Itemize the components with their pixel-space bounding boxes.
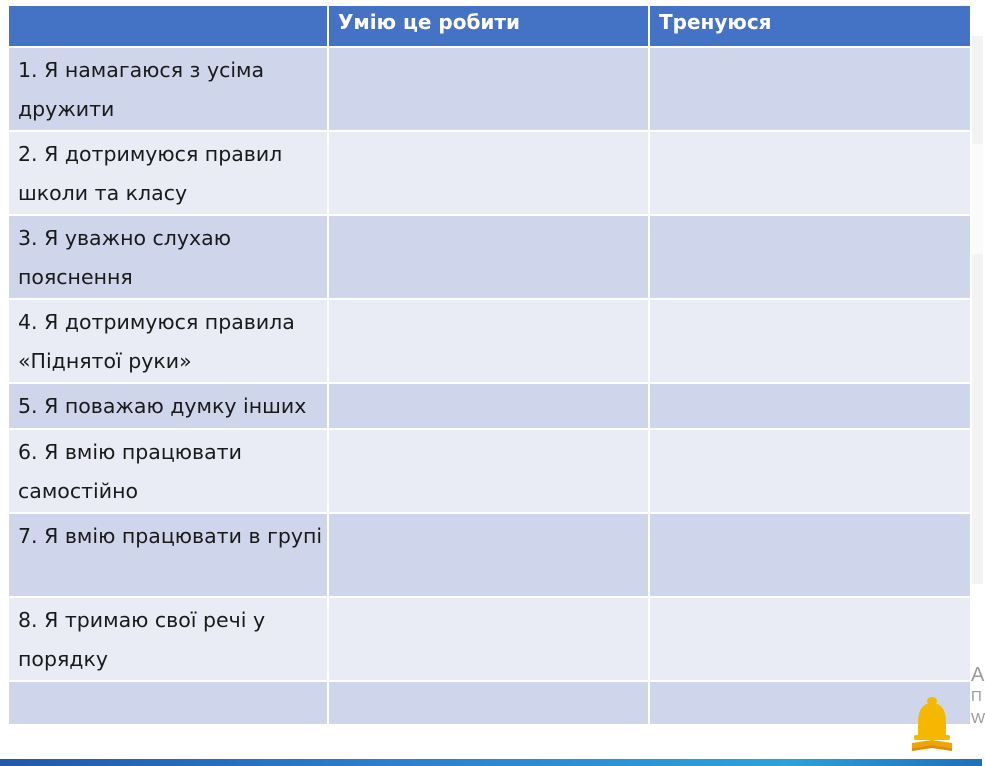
cell-can-do[interactable] [328, 597, 649, 681]
cell-practicing[interactable] [649, 215, 971, 299]
cell-can-do[interactable] [328, 383, 649, 429]
cell-practicing[interactable] [649, 513, 971, 597]
row-label: 4. Я дотримуюся правила «Піднятої руки» [8, 299, 328, 383]
self-assessment-table [7, 4, 972, 726]
table-row [8, 47, 971, 131]
cell-can-do[interactable] [328, 299, 649, 383]
row-label: 2. Я дотримуюся правил школи та класу [8, 131, 328, 215]
table-row [8, 681, 971, 725]
header-cell-empty [8, 5, 328, 47]
table-row [8, 299, 971, 383]
row-label: 8. Я тримаю свої речі у порядку [8, 597, 328, 681]
table-row [8, 383, 971, 429]
header-cell-can-do: Умію це робити [328, 5, 649, 47]
cell-can-do[interactable] [328, 681, 649, 725]
edge-letter: W [971, 710, 985, 727]
table-header-row [8, 5, 971, 47]
table-row [8, 597, 971, 681]
table-row [8, 215, 971, 299]
bell-icon[interactable] [908, 696, 956, 754]
cell-can-do[interactable] [328, 215, 649, 299]
row-label: 7. Я вмію працювати в групі [8, 513, 328, 597]
cell-practicing[interactable] [649, 383, 971, 429]
row-label: 5. Я поважаю думку інших [8, 383, 328, 429]
cell-practicing[interactable] [649, 131, 971, 215]
row-label [8, 681, 328, 725]
header-cell-practicing: Тренуюся [649, 5, 971, 47]
cell-can-do[interactable] [328, 131, 649, 215]
cell-can-do[interactable] [328, 429, 649, 513]
cell-practicing[interactable] [649, 597, 971, 681]
row-label: 1. Я намагаюся з усіма дружити [8, 47, 328, 131]
row-label: 3. Я уважно слухаю пояснення [8, 215, 328, 299]
cell-practicing[interactable] [649, 299, 971, 383]
taskbar-strip [0, 759, 982, 766]
side-panel-gap [971, 144, 983, 254]
cell-can-do[interactable] [328, 47, 649, 131]
cell-practicing[interactable] [649, 47, 971, 131]
edge-letter: А [971, 664, 985, 686]
edge-text [971, 664, 985, 730]
cell-can-do[interactable] [328, 513, 649, 597]
edge-letter: П [971, 688, 982, 705]
cell-practicing[interactable] [649, 429, 971, 513]
table-row [8, 131, 971, 215]
table-row [8, 429, 971, 513]
table-row [8, 513, 971, 597]
row-label: 6. Я вмію працювати самостійно [8, 429, 328, 513]
